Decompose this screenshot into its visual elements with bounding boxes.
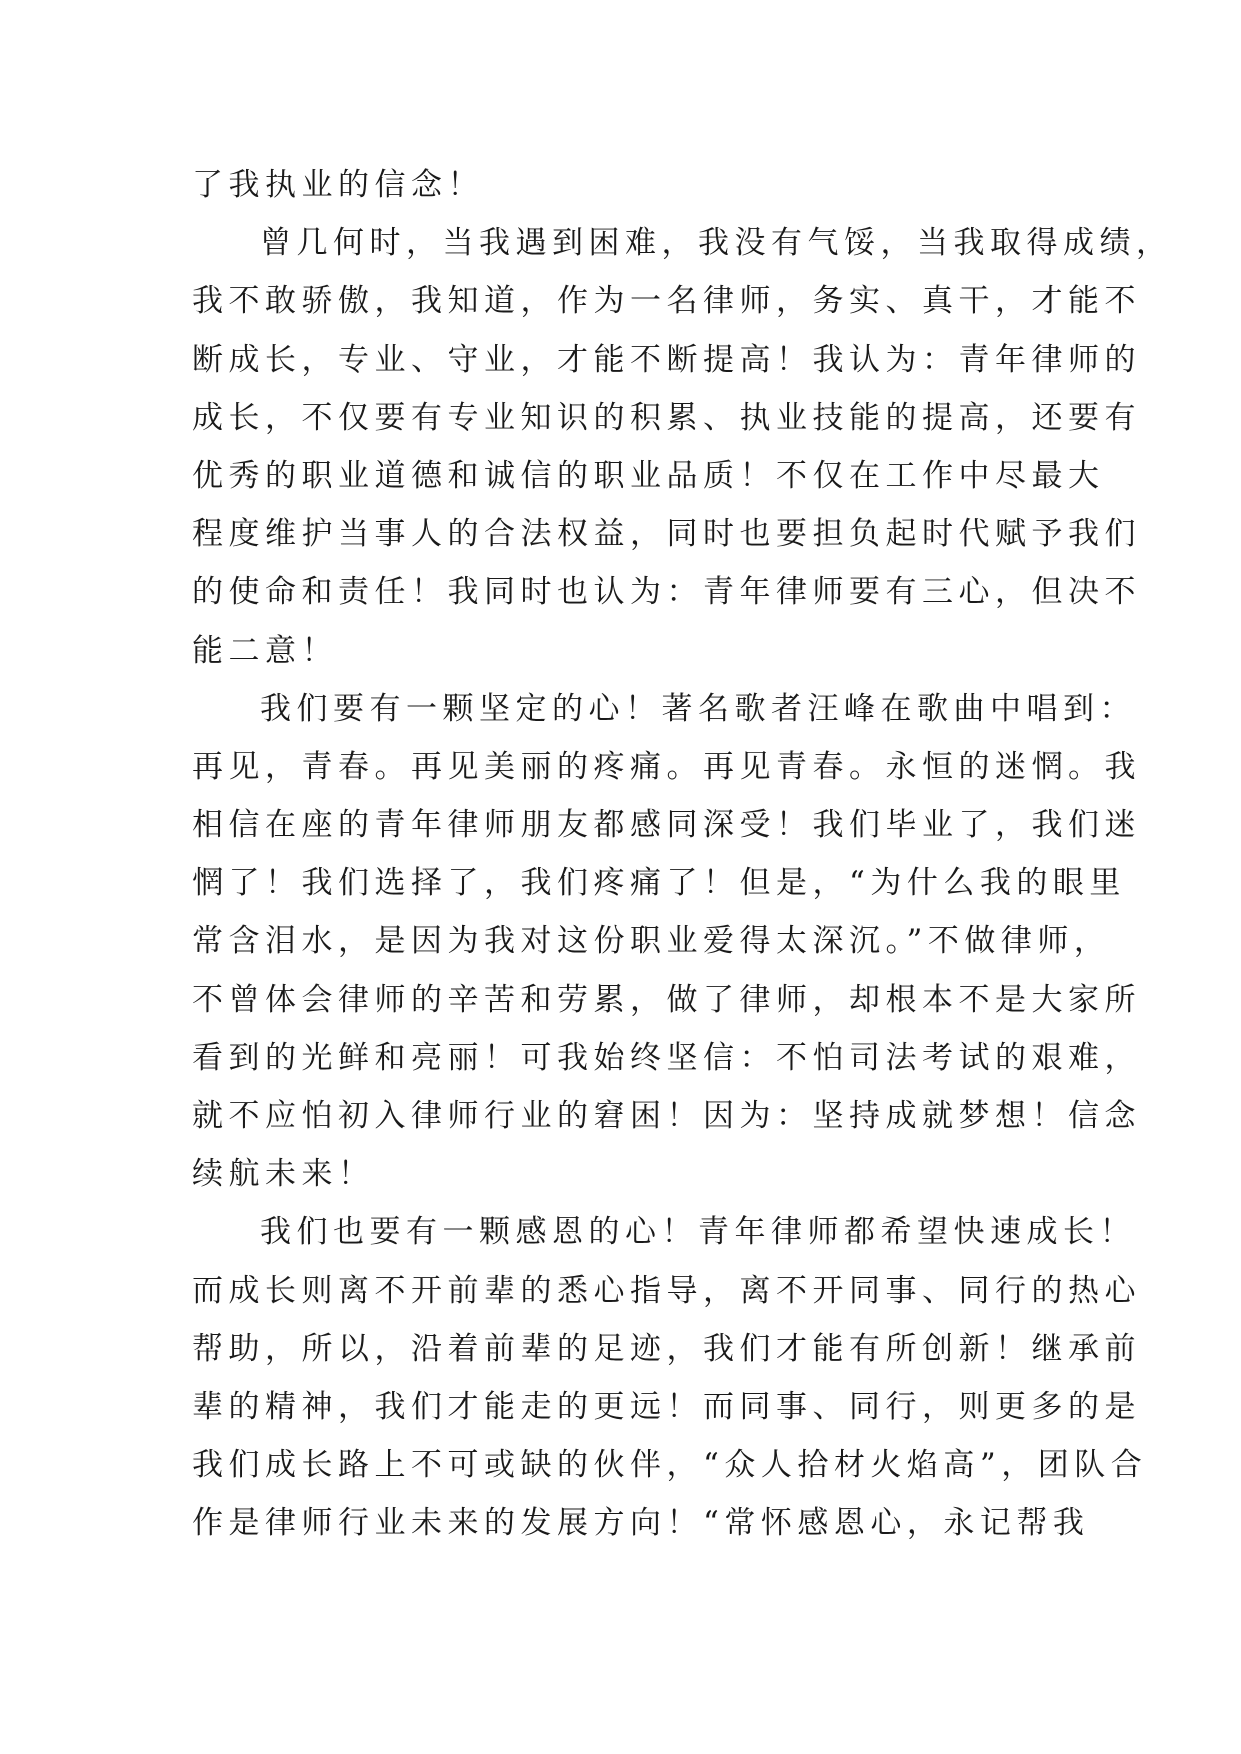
text-line: 了我执业的信念！ [192,167,484,203]
text-line: 不曾体会律师的辛苦和劳累，做了律师，却根本不是大家所 [192,981,1141,1018]
text-line: 曾几何时，当我遇到困难，我没有气馁，当我取得成绩， [260,225,1173,262]
text-line: 断成长，专业、守业，才能不断提高！我认为：青年律师的 [192,341,1141,378]
text-line: 相信在座的青年律师朋友都感同深受！我们毕业了，我们迷 [192,807,1141,844]
text-line: 再见，青春。再见美丽的疼痛。再见青春。永恒的迷惘。我 [192,748,1141,785]
text-line: 的使命和责任！我同时也认为：青年律师要有三心，但决不 [192,574,1141,611]
text-line: 优秀的职业道德和诚信的职业品质！不仅在工作中尽最大 [192,457,1105,494]
text-line: 我们成长路上不可或缺的伙伴，“众人拾材火焰高”，团队合 [192,1447,1148,1484]
body-text [192,156,1173,1553]
text-line: 续航未来！ [192,1156,375,1193]
text-line: 辈的精神，我们才能走的更远！而同事、同行，则更多的是 [192,1388,1141,1425]
text-line: 程度维护当事人的合法权益，同时也要担负起时代赋予我们 [192,516,1141,553]
text-line: 就不应怕初入律师行业的窘困！因为：坚持成就梦想！信念 [192,1098,1141,1134]
text-line: 作是律师行业未来的发展方向！“常怀感恩心，永记帮我 [192,1505,1090,1542]
text-line: 常含泪水，是因为我对这份职业爱得太深沉。”不做律师， [192,923,1111,960]
text-line: 而成长则离不开前辈的悉心指导，离不开同事、同行的热心 [192,1272,1141,1309]
text-line: 帮助，所以，沿着前辈的足迹，我们才能有所创新！继承前 [192,1330,1141,1367]
text-line: 我不敢骄傲，我知道，作为一名律师，务实、真干，才能不 [192,283,1141,320]
text-line: 看到的光鲜和亮丽！可我始终坚信：不怕司法考试的艰难， [192,1039,1141,1076]
text-line: 我们也要有一颗感恩的心！青年律师都希望快速成长！ [260,1214,1136,1251]
text-line: 我们要有一颗坚定的心！著名歌者汪峰在歌曲中唱到： [260,690,1136,727]
text-line: 惘了！我们选择了，我们疼痛了！但是，“为什么我的眼里 [192,865,1126,902]
text-line: 成长，不仅要有专业知识的积累、执业技能的提高，还要有 [192,399,1141,436]
text-line: 能二意！ [192,632,338,669]
